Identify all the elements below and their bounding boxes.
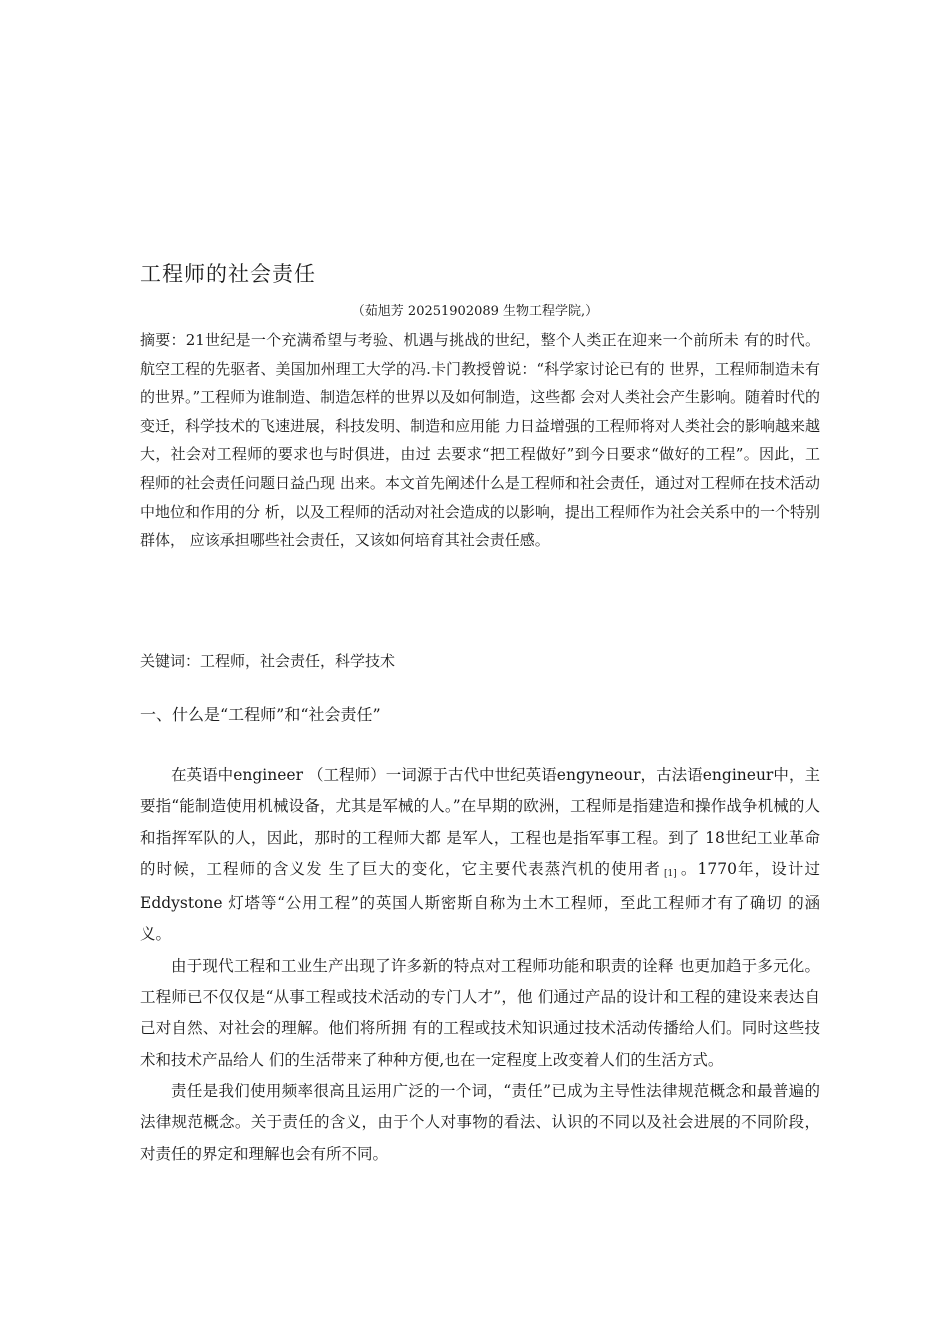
paragraph-1-text-b: 。1770年，设计过Eddystone 灯塔等“公用工程”的英国人斯密斯自称为土木工程师，至此工程师才有了确切 的涵义。 — [140, 859, 820, 944]
paper-title: 工程师的社会责任 — [140, 262, 316, 286]
section-1-body — [140, 760, 820, 1170]
keywords: 关键词：工程师，社会责任，科学技术 — [140, 652, 396, 670]
paragraph-2: 由于现代工程和工业生产出现了许多新的特点对工程师功能和职责的诠释 也更加趋于多元化。工程师已不仅仅是“从事工程或技术活动的专门人才”，他 们通过产品的设计和工程的建设来表达自己对自然、对社会的理解。他们将所拥 有的工程或技术知识通过技术活动传播给人们。同时这些技术和技术产品给人 们的生活带来了种种方便,也在一定程度上改变着人们的生活方式。 — [140, 956, 820, 1069]
abstract: 摘要：21世纪是一个充满希望与考验、机遇与挑战的世纪，整个人类正在迎来一个前所未 有的时代。航空工程的先驱者、美国加州理工大学的冯.卡门教授曾说：“科学家讨论已有的 世界，工程师制造未有的世界。”工程师为谁制造、制造怎样的世界以及如何制造，这些都 会对人类社会产生影响。随着时代的变迁，科学技术的飞速进展，科技发明、制造和应用能 力日益增强的工程师将对人类社会的影响越来越大，社会对工程师的要求也与时俱进，由过 去要求“把工程做好”到今日要求“做好的工程”。因此，工程师的社会责任问题日益凸现 出来。本文首先阐述什么是工程师和社会责任，通过对工程师在技术活动中地位和作用的分 析，以及工程师的活动对社会造成的以影响，提出工程师作为社会关系中的一个特别群体， 应该承担哪些社会责任，又该如何培育其社会责任感。 — [140, 331, 820, 550]
citation-marker[interactable]: [1] — [664, 868, 677, 879]
section-heading-1: 一、什么是“工程师”和“社会责任” — [140, 705, 381, 724]
paragraph-3: 责任是我们使用频率很高且运用广泛的一个词，“责任”已成为主导性法律规范概念和最普遍的法律规范概念。关于责任的含义，由于个人对事物的看法、认识的不同以及社会进展的不同阶段，对责任的界定和理解也会有所不同。 — [140, 1081, 820, 1163]
paragraph-1-text-a: 在英语中engineer （工程师）一词源于古代中世纪英语engyneour，古法语engineur中，主要指“能制造使用机械设备，尤其是军械的人。”在早期的欧洲，工程师是指建造和操作战争机械的人和指挥军队的人，因此，那时的工程师大都 是军人，工程也是指军事工程。到了 18世纪工业革命的时候，工程师的含义发 生了巨大的变化，它主要代表蒸汽机的使用者 — [140, 766, 820, 878]
paragraph-1 — [140, 760, 820, 951]
author-line: （茹旭芳 20251902089 生物工程学院,） — [351, 304, 599, 319]
